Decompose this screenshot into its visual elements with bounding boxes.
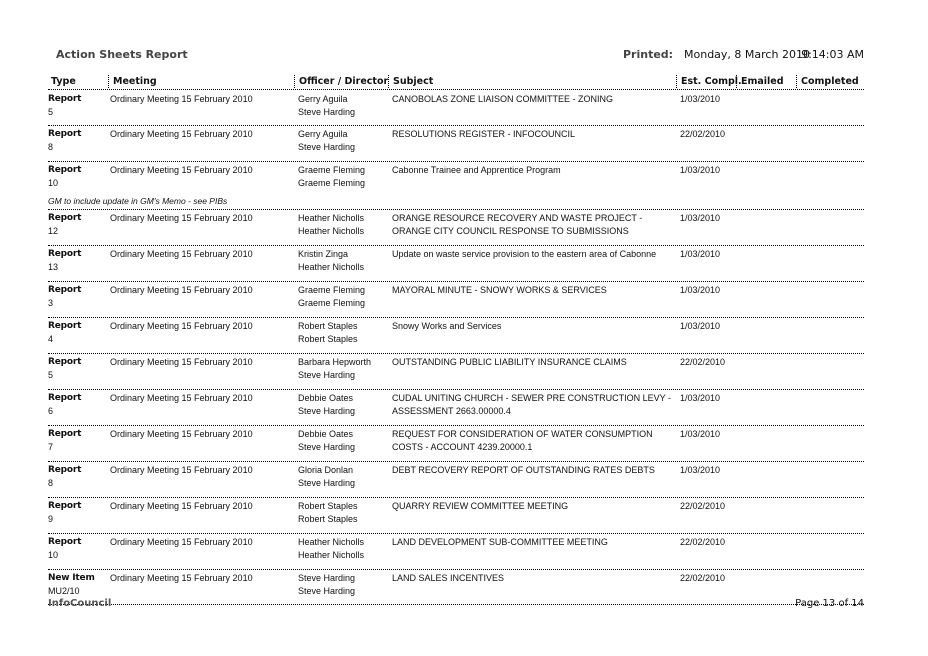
row-number: 7 — [48, 441, 54, 452]
row-officer: Debbie Oates — [298, 393, 354, 403]
row-director: Steve Harding — [298, 106, 356, 117]
row-subject: Update on waste service provision to the eastern area of Cabonne — [392, 249, 657, 259]
row-meeting: Ordinary Meeting 15 February 2010 — [110, 465, 253, 475]
action-table — [48, 91, 864, 605]
row-type-cell — [48, 572, 106, 597]
row-director: Robert Staples — [298, 513, 358, 524]
row-number: 8 — [48, 141, 54, 152]
col-emailed: Emailed — [741, 76, 784, 87]
row-meeting: Ordinary Meeting 15 February 2010 — [110, 429, 253, 439]
row-officer: Steve Harding — [298, 573, 356, 583]
row-meeting: Ordinary Meeting 15 February 2010 — [110, 213, 253, 223]
row-officer-cell — [298, 164, 390, 189]
col-completed: Completed — [801, 76, 859, 87]
row-number: 4 — [48, 333, 54, 344]
row-officer: Graeme Fleming — [298, 285, 366, 295]
row-director: Heather Nicholls — [298, 261, 365, 272]
col-separator — [796, 75, 797, 88]
row-subject: MAYORAL MINUTE - SNOWY WORKS & SERVICES — [392, 285, 607, 295]
row-officer-cell — [298, 93, 390, 118]
row-director: Steve Harding — [298, 585, 356, 596]
row-number: 6 — [48, 405, 54, 416]
row-number: MU2/10 — [48, 585, 80, 596]
row-type: Report — [48, 129, 82, 139]
row-officer-cell — [298, 284, 390, 309]
row-est-compl: 1/03/2010 — [680, 213, 721, 223]
row-type-cell — [48, 248, 106, 273]
row-subject: DEBT RECOVERY REPORT OF OUTSTANDING RATES DEBTS — [392, 465, 655, 475]
row-type-cell — [48, 164, 106, 189]
table-row — [48, 462, 864, 498]
row-officer-cell — [298, 128, 390, 153]
printed-label: Printed: — [623, 48, 674, 61]
printed-time: 9:14:03 AM — [801, 48, 864, 61]
row-number: 12 — [48, 225, 59, 236]
row-est-compl: 22/02/2010 — [680, 537, 726, 547]
row-type: Report — [48, 357, 82, 367]
row-type-cell — [48, 392, 106, 417]
row-est-compl: 1/03/2010 — [680, 321, 721, 331]
row-subject: Snowy Works and Services — [392, 321, 502, 331]
row-officer: Robert Staples — [298, 321, 358, 331]
row-est-compl: 1/03/2010 — [680, 285, 721, 295]
row-type: Report — [48, 321, 82, 331]
row-type-cell — [48, 536, 106, 561]
row-type: Report — [48, 165, 82, 175]
row-officer-cell — [298, 428, 390, 453]
row-est-compl: 22/02/2010 — [680, 501, 726, 511]
row-est-compl: 1/03/2010 — [680, 393, 721, 403]
row-type: Report — [48, 94, 82, 104]
col-officer: Officer / Director — [299, 76, 389, 87]
row-director: Graeme Fleming — [298, 177, 366, 188]
row-type: Report — [48, 501, 82, 511]
report-title: Action Sheets Report — [56, 48, 188, 61]
row-meeting: Ordinary Meeting 15 February 2010 — [110, 249, 253, 259]
row-type-cell — [48, 356, 106, 381]
row-number: 13 — [48, 261, 59, 272]
row-officer: Kristin Zinga — [298, 249, 349, 259]
row-director: Graeme Fleming — [298, 297, 366, 308]
row-type-cell — [48, 464, 106, 489]
row-subject: LAND DEVELOPMENT SUB-COMMITTEE MEETING — [392, 537, 608, 547]
row-est-compl: 1/03/2010 — [680, 94, 721, 104]
row-meeting: Ordinary Meeting 15 February 2010 — [110, 573, 253, 583]
col-separator — [676, 75, 677, 88]
table-row — [48, 318, 864, 354]
table-row — [48, 570, 864, 605]
row-subject: OUTSTANDING PUBLIC LIABILITY INSURANCE CLAIMS — [392, 357, 627, 367]
col-separator — [294, 75, 295, 88]
row-officer-cell — [298, 356, 390, 381]
row-director: Heather Nicholls — [298, 225, 365, 236]
row-subject: RESOLUTIONS REGISTER - INFOCOUNCIL — [392, 129, 576, 139]
row-meeting: Ordinary Meeting 15 February 2010 — [110, 357, 253, 367]
table-row — [48, 246, 864, 282]
printed-date: Monday, 8 March 2010 — [684, 48, 810, 61]
row-note: GM to include update in GM's Memo - see PIBs — [48, 196, 228, 206]
row-officer: Heather Nicholls — [298, 537, 365, 547]
row-meeting: Ordinary Meeting 15 February 2010 — [110, 94, 253, 104]
row-type-cell — [48, 284, 106, 309]
row-officer: Gerry Aguila — [298, 94, 348, 104]
row-meeting: Ordinary Meeting 15 February 2010 — [110, 537, 253, 547]
row-subject: Cabonne Trainee and Apprentice Program — [392, 165, 561, 175]
row-director: Robert Staples — [298, 333, 358, 344]
footer-brand: InfoCouncil — [48, 598, 112, 609]
row-est-compl: 22/02/2010 — [680, 357, 726, 367]
row-est-compl: 22/02/2010 — [680, 573, 726, 583]
page-number: Page 13 of 14 — [795, 598, 864, 609]
col-separator — [388, 75, 389, 88]
row-est-compl: 22/02/2010 — [680, 129, 726, 139]
row-est-compl: 1/03/2010 — [680, 465, 721, 475]
row-number: 3 — [48, 297, 54, 308]
row-officer: Gloria Donlan — [298, 465, 354, 475]
row-type: Report — [48, 537, 82, 547]
row-meeting: Ordinary Meeting 15 February 2010 — [110, 393, 253, 403]
row-subject: QUARRY REVIEW COMMITTEE MEETING — [392, 501, 569, 511]
row-est-compl: 1/03/2010 — [680, 165, 721, 175]
table-row — [48, 354, 864, 390]
table-row — [48, 390, 864, 426]
row-type: Report — [48, 465, 82, 475]
row-type-cell — [48, 320, 106, 345]
row-officer-cell — [298, 536, 390, 561]
row-number: 5 — [48, 369, 54, 380]
table-row — [48, 91, 864, 126]
row-officer-cell — [298, 320, 390, 345]
col-separator — [736, 75, 737, 88]
row-type-cell — [48, 500, 106, 525]
row-officer: Heather Nicholls — [298, 213, 365, 223]
row-type: Report — [48, 393, 82, 403]
row-type-cell — [48, 93, 106, 118]
table-row — [48, 162, 864, 210]
table-row — [48, 282, 864, 318]
table-row — [48, 210, 864, 246]
row-director: Steve Harding — [298, 369, 356, 380]
table-row — [48, 426, 864, 462]
table-row — [48, 126, 864, 162]
column-headers — [48, 75, 864, 90]
row-officer-cell — [298, 572, 390, 597]
row-type-cell — [48, 128, 106, 153]
row-officer: Gerry Aguila — [298, 129, 348, 139]
row-type-cell — [48, 212, 106, 237]
row-type: Report — [48, 429, 82, 439]
table-row — [48, 534, 864, 570]
row-est-compl: 1/03/2010 — [680, 249, 721, 259]
row-director: Steve Harding — [298, 405, 356, 416]
row-director: Steve Harding — [298, 477, 356, 488]
row-subject: CUDAL UNITING CHURCH - SEWER PRE CONSTRUCTION LEVY - ASSESSMENT 2663.00000.4 — [392, 393, 672, 416]
row-type: Report — [48, 249, 82, 259]
row-type-cell — [48, 428, 106, 453]
row-est-compl: 1/03/2010 — [680, 429, 721, 439]
row-subject: CANOBOLAS ZONE LIAISON COMMITTEE - ZONING — [392, 94, 614, 104]
row-director: Steve Harding — [298, 441, 356, 452]
row-officer: Barbara Hepworth — [298, 357, 372, 367]
row-subject: LAND SALES INCENTIVES — [392, 573, 505, 583]
row-meeting: Ordinary Meeting 15 February 2010 — [110, 321, 253, 331]
row-number: 10 — [48, 549, 59, 560]
row-officer: Graeme Fleming — [298, 165, 366, 175]
row-meeting: Ordinary Meeting 15 February 2010 — [110, 129, 253, 139]
row-type: Report — [48, 213, 82, 223]
row-officer-cell — [298, 500, 390, 525]
row-number: 5 — [48, 106, 54, 117]
col-meeting: Meeting — [113, 76, 157, 87]
table-row — [48, 498, 864, 534]
row-director: Steve Harding — [298, 141, 356, 152]
col-subject: Subject — [393, 76, 434, 87]
row-subject: ORANGE RESOURCE RECOVERY AND WASTE PROJECT - ORANGE CITY COUNCIL RESPONSE TO SUBMISSIONS — [392, 213, 643, 236]
row-type: Report — [48, 285, 82, 295]
row-officer-cell — [298, 392, 390, 417]
row-officer: Robert Staples — [298, 501, 358, 511]
row-subject: REQUEST FOR CONSIDERATION OF WATER CONSUMPTION COSTS - ACCOUNT 4239.20000.1 — [392, 429, 653, 452]
row-officer-cell — [298, 464, 390, 489]
col-type: Type — [51, 76, 76, 87]
row-officer-cell — [298, 248, 390, 273]
row-number: 8 — [48, 477, 54, 488]
col-separator — [108, 75, 109, 88]
row-officer-cell — [298, 212, 390, 237]
row-meeting: Ordinary Meeting 15 February 2010 — [110, 165, 253, 175]
row-number: 9 — [48, 513, 54, 524]
row-type: New Item — [48, 573, 95, 583]
row-director: Heather Nicholls — [298, 549, 365, 560]
row-meeting: Ordinary Meeting 15 February 2010 — [110, 501, 253, 511]
row-number: 10 — [48, 177, 59, 188]
row-officer: Debbie Oates — [298, 429, 354, 439]
row-meeting: Ordinary Meeting 15 February 2010 — [110, 285, 253, 295]
col-est-compl: Est. Compl. — [681, 76, 742, 87]
